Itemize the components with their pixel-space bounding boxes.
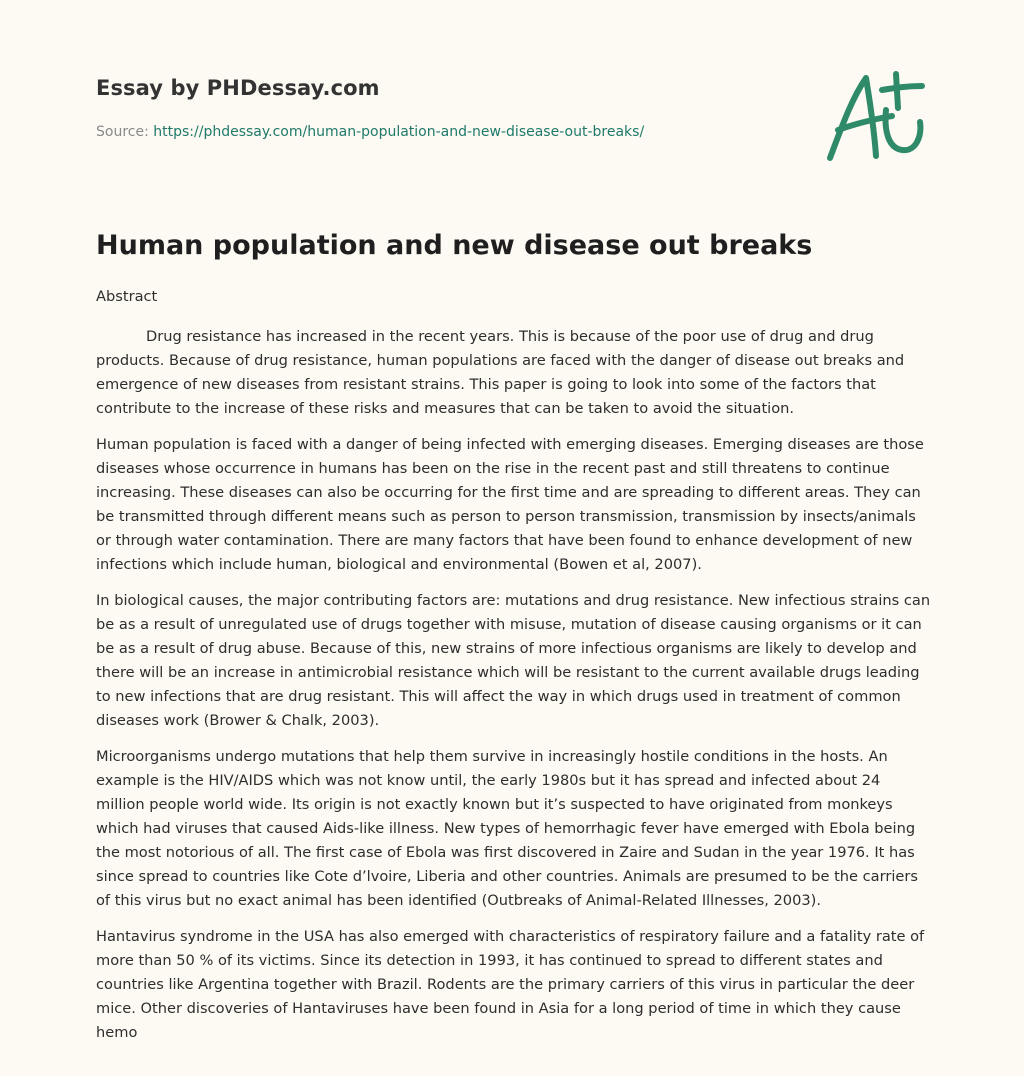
essay-paragraph: Microorganisms undergo mutations that help them survive in increasingly hostile conditions in the hosts. An example is the HIV/AIDS which was not know until, the early 1980s but it has spread and infected about 24 million people world wide. Its origin is not exactly known but it’s suspected to have originated from monkeys which had viruses that caused Aids-like illness. New types of hemorrhagic fever have emerged with Ebola being the most notorious of all. The first case of Ebola was first discovered in Zaire and Sudan in the year 1976. It has since spread to countries like Cote d’lvoire, Liberia and other countries. Animals are presumed to be the carriers of this virus but no exact animal has been identified (Outbreaks of Animal-Related Illnesses, 2003). [96,748,919,909]
source-line [96,124,644,140]
essay-paragraph: Drug resistance has increased in the recent years. This is because of the poor use of drug and drug products. Because of drug resistance, human populations are faced with the danger of disease out breaks and emergence of new diseases from resistant strains. This paper is going to look into some of the factors that contribute to the increase of these risks and measures that can be taken to avoid the situation. [96,328,905,417]
a-plus-logo-icon [818,66,930,166]
source-label: Source: [96,124,149,140]
source-link[interactable]: https://phdessay.com/human-population-and-new-disease-out-breaks/ [153,124,645,140]
essay-paragraph: In biological causes, the major contributing factors are: mutations and drug resistance. New infectious strains can be as a result of unregulated use of drugs together with misuse, mutation of disease causing organisms or it can be as a result of drug abuse. Because of this, new strains of more infectious organisms are likely to develop and there will be an increase in antimicrobial resistance which will be resistant to the current available drugs leading to new infections that are drug resistant. This will affect the way in which drugs used in treatment of common diseases work (Brower & Chalk, 2003). [96,592,931,729]
essay-title: Human population and new disease out breaks [96,230,813,261]
essay-paragraph: Human population is faced with a danger of being infected with emerging diseases. Emerging diseases are those diseases whose occurrence in humans has been on the rise in the recent past and still threatens to continue increasing. These diseases can also be occurring for the first time and are spreading to different areas. They can be transmitted through different means such as person to person transmission, transmission by insects/animals or through water contamination. There are many factors that have been found to enhance development of new infections which include human, biological and environmental (Bowen et al, 2007). [96,436,924,573]
essay-paragraph: Hantavirus syndrome in the USA has also emerged with characteristics of respiratory failure and a fatality rate of more than 50 % of its victims. Since its detection in 1993, it has continued to spread to different states and countries like Argentina together with Brazil. Rodents are the primary carriers of this virus in particular the deer mice. Other discoveries of Hantaviruses have been found in Asia for a long period of time in which they cause hemo [96,928,925,1041]
abstract-heading: Abstract [96,288,158,305]
essay-body [96,285,932,1057]
site-brand: Essay by PHDessay.com [96,76,380,100]
